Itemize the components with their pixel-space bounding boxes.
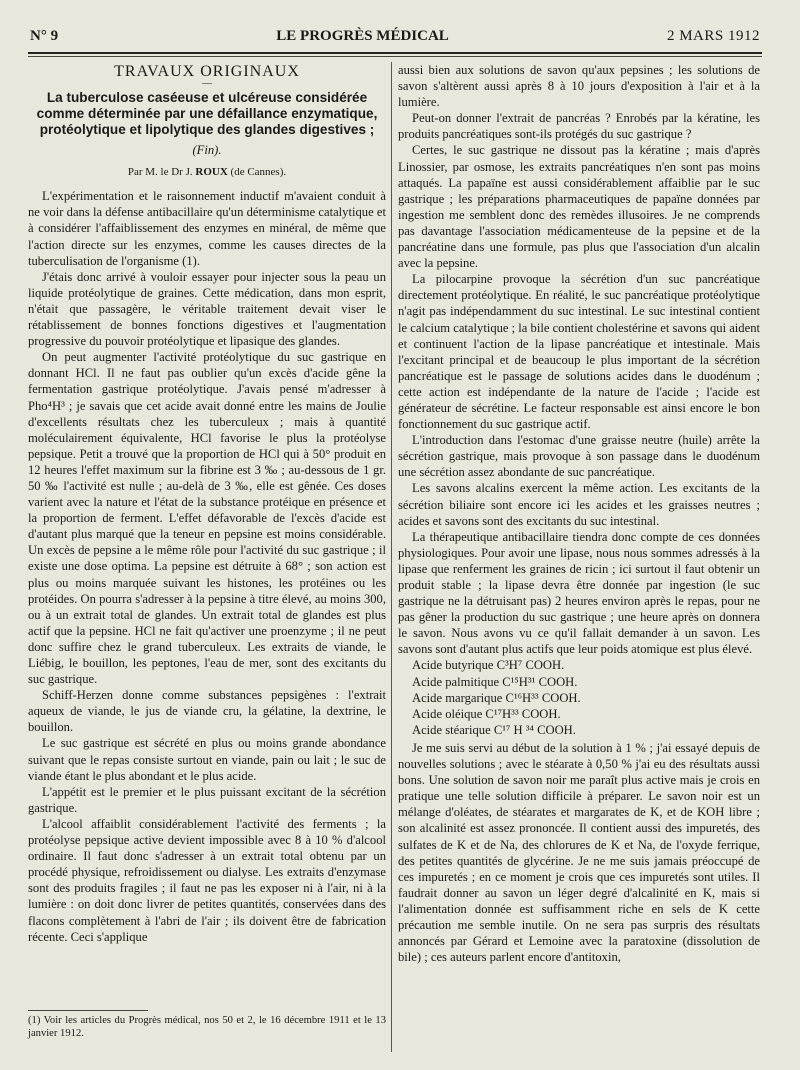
paragraph: L'appétit est le premier et le plus puissant excitant de la sécrétion gastrique. [28,784,386,815]
paragraph: L'introduction dans l'estomac d'une graisse neutre (huile) arrête la sécrétion gastrique, mais provoque à son passage dans le duodénum une sécrétion assez abondante de suc pancréatique. [398,433,760,480]
left-column [28,62,386,945]
author-name: ROUX [195,166,228,179]
title-dash: — [202,78,212,90]
issue-date: 2 MARS 1912 [666,28,760,44]
paragraph: Je me suis servi au début de la solution à 1 % ; j'ai essayé depuis de nouvelles solutions ; avec le stéarate à 0,50 % j'ai eu des résultats aussi bons. Une solution de savon noir me paraît plus active mais je crois en pratique une telle solution difficile à préparer. Le savon noir est un mélange d'oléates, de stéarates et margarates de K, et de KOH libre ; son alcalinité est assez prononcée. Il contient aussi des impuretés, des sulfates de K et de Na, des chlorures de K et Na, de l'oxyde ferrique, des petites quantités de glycérine. Je ne me suis jamais préoccupé de ces impuretés ; en ce moment je crois que ces impuretés sont utiles. Il faudrait donner au savon un léger degré d'alcalinité en K, mais si l'alimentation donnée est suffisamment riche en sels de K cette précaution me semble inutile. On ne sera pas surpris des résultats annoncés par Gérard et Lemoine avec la paratoxine (dissolution de bile) ; ces auteurs parlent encore d'antitoxin, [398,740,760,965]
author-suffix: (de Cannes). [230,166,287,179]
journal-name: LE PROGRÈS MÉDICAL [276,28,449,44]
header-rule [28,52,762,57]
paragraph: La thérapeutique antibacillaire tiendra donc compte de ces données physiologiques. Pour avoir une lipase, nous nous sommes adressés à la lipase que renferment les graines de ricin ; ici surtout il faut obtenir un produit stable ; la lipase devra être donnée par ingestion (le suc gastrique ne la détruisant pas) 2 heures environ après le repas, pour ne pas gêner la production du suc gastrique ; une heure après on donnera le savon. Nous avons vu ce qu'il fallait demander à un savon. Les savons sont d'autant plus actifs que leur poids atomique est plus élevé. [398,529,760,657]
fin-label: (Fin). [192,143,222,158]
acid-item: Acide margarique C¹⁶H³³ COOH. [412,690,581,705]
paragraph: L'expérimentation et le raisonnement inductif m'avaient conduit à ne voir dans la défense antibacillaire qu'un déterminisme catalytique et à considérer l'affaiblissement des enzymes en minéral, de même que l'action directe sur les enzymes, comme les causes directes de la tuberculisation de l'organisme (1). [28,189,386,268]
acid-item: Acide oléique C¹⁷H³³ COOH. [412,706,561,721]
issue-number: N° 9 [30,28,59,44]
footnote-rule [28,1010,148,1011]
page-header [30,28,760,50]
author-prefix: Par M. le Dr J. [127,166,193,179]
paragraph: aussi bien aux solutions de savon qu'aux pepsines ; les solutions de savon s'altèrent aussi après 8 à 10 jours d'exposition à l'air et à la lumière. [398,63,760,110]
footnote: (1) Voir les articles du Progrès médical, nos 50 et 2, le 16 décembre 1911 et le 13 janvier 1912. [28,1015,386,1039]
section-title: TRAVAUX ORIGINAUX [114,63,300,80]
acid-list [398,657,760,737]
article-title: La tuberculose caséeuse et ulcéreuse considérée comme déterminée par une défaillance enzymatique, protéolytique et lipolytique des glandes digestives ; [36,90,378,138]
paragraph: La pilocarpine provoque la sécrétion d'un suc pancréatique directement protéolytique. En réalité, le suc pancréatique protéolytique n'agit pas indépendamment du suc intestinal. Le suc intestinal contient le calcium catalytique ; la bile contient cholestérine et savons qui aident et continuent l'action de la lipase pancréatique et intestinale. Mais l'excitant principal et de beaucoup le plus important de la sécrétion pancréatique est le passage de solutions acides dans le duodénum ; cette action est indépendante de la nature de l'acide ; l'acide est générateur de sécrétine. Le facteur responsable est ainsi encore le bon fonctionnement du suc gastrique actif. [398,272,760,432]
paragraph: Les savons alcalins exercent la même action. Les excitants de la sécrétion biliaire sont encore ici les acides et les graisses neutres ; acides et savons sont des excitants du suc intestinal. [398,481,760,528]
author-line [28,164,386,180]
acid-item: Acide palmitique C¹⁵H³¹ COOH. [412,674,578,689]
acid-item: Acide butyrique C³H⁷ COOH. [412,658,565,673]
paragraph: Schiff-Herzen donne comme substances pepsigènes : l'extrait aqueux de viande, le jus de viande cru, la gélatine, la dextrine, le bouillon. [28,688,386,735]
paragraph: Peut-on donner l'extrait de pancréas ? Enrobés par la kératine, les produits pancréatiques sont-ils protégés du suc gastrique ? [398,111,760,142]
acid-item: Acide stéarique C¹⁷ H ³⁴ COOH. [412,722,576,737]
paragraph: Certes, le suc gastrique ne dissout pas la kératine ; mais d'après Linossier, par osmose, les extraits pancréatiques n'en sont pas moins attaqués. La papaïne est aussi considérablement affaiblie par le suc gastrique ; les préparations pharmaceutiques de papaïne données par ingestion me semblent donc des remèdes illusoires. Je ne comprends pas davantage l'association médicamenteuse de la pepsine et de la pancréatine dans une formule, pas plus que l'association d'un alcalin avec la pepsine. [398,143,760,271]
paragraph: Le suc gastrique est sécrété en plus ou moins grande abondance suivant que le repas consiste surtout en viande, pain ou lait ; le suc de viande étant le plus abondant et le plus acide. [28,736,386,783]
paragraph: L'alcool affaiblit considérablement l'activité des ferments ; la protéolyse pepsique active devient impossible avec 8 à 10 % d'alcool ordinaire. Il faut donc s'adresser à un extrait total obtenu par un procédé physique, refroidissement ou dialyse. Les extraits d'enzymase sont des produits fragiles ; il faut ne pas les exposer ni à l'air, ni à la lumière : on doit donc livrer de petites quantités, conservées dans des flacons complètement à l'abri de l'air ; ils doivent être de fabrication récente. Ceci s'applique [28,816,386,944]
right-column [398,62,760,965]
paragraph: On peut augmenter l'activité protéolytique du suc gastrique en donnant HCl. Il ne faut pas oublier qu'un excès d'acide gêne la fermentation gastrique protéolytique. J'avais pensé m'adresser à Pho⁴H³ ; je savais que cet acide avait donné entre les mains de Joulie d'excellents résultats chez les tuberculeux ; mais à quantité moléculairement équivalente, HCl favorise le plus la protéolyse pepsique. Petit a trouvé que la proportion de HCl qui à 50° produit en 12 heures l'effet maximum sur la fibrine est 3 ‰ ; au-dessous de 1 gr. 50 ‰ l'activité est nulle ; au-delà de 3 ‰, elle est gênée. Ces doses varient avec la nature et l'état de la substance protéique en présence et la proportion de ferment. L'effet défavorable de l'excès d'acide est d'autant plus marqué que la teneur en pepsine est moins considérable. Un excès de pepsine a le même rôle pour l'activité du suc gastrique ; il existe une dose optima. La pepsine est détruite à 68° ; son action est plus ou moins marquée suivant les histones, les protéines ou les protéides. On pourra s'adresser à la pepsine à titre élevé, au moins 300, ou à un extrait total de glandes. Un extrait total de glandes est plus actif que la pepsine. HCl ne fait qu'activer une proenzyme ; il ne peut donc suffire chez le grand tuberculeux. Les extraits de viande, le Liébig, le bouillon, les peptones, l'eau de mer, sont des excitants du suc gastrique. [28,350,386,687]
column-divider [391,62,392,1052]
paragraph: J'étais donc arrivé à vouloir essayer pour injecter sous la peau un liquide protéolytique de graines. Cette médication, dans mon esprit, n'était que passagère, le véritable traitement devait viser le rétablissement de bonnes fonctions digestives et l'augmentation progressive du pouvoir protéolytique et lipasique des glandes. [28,269,386,349]
